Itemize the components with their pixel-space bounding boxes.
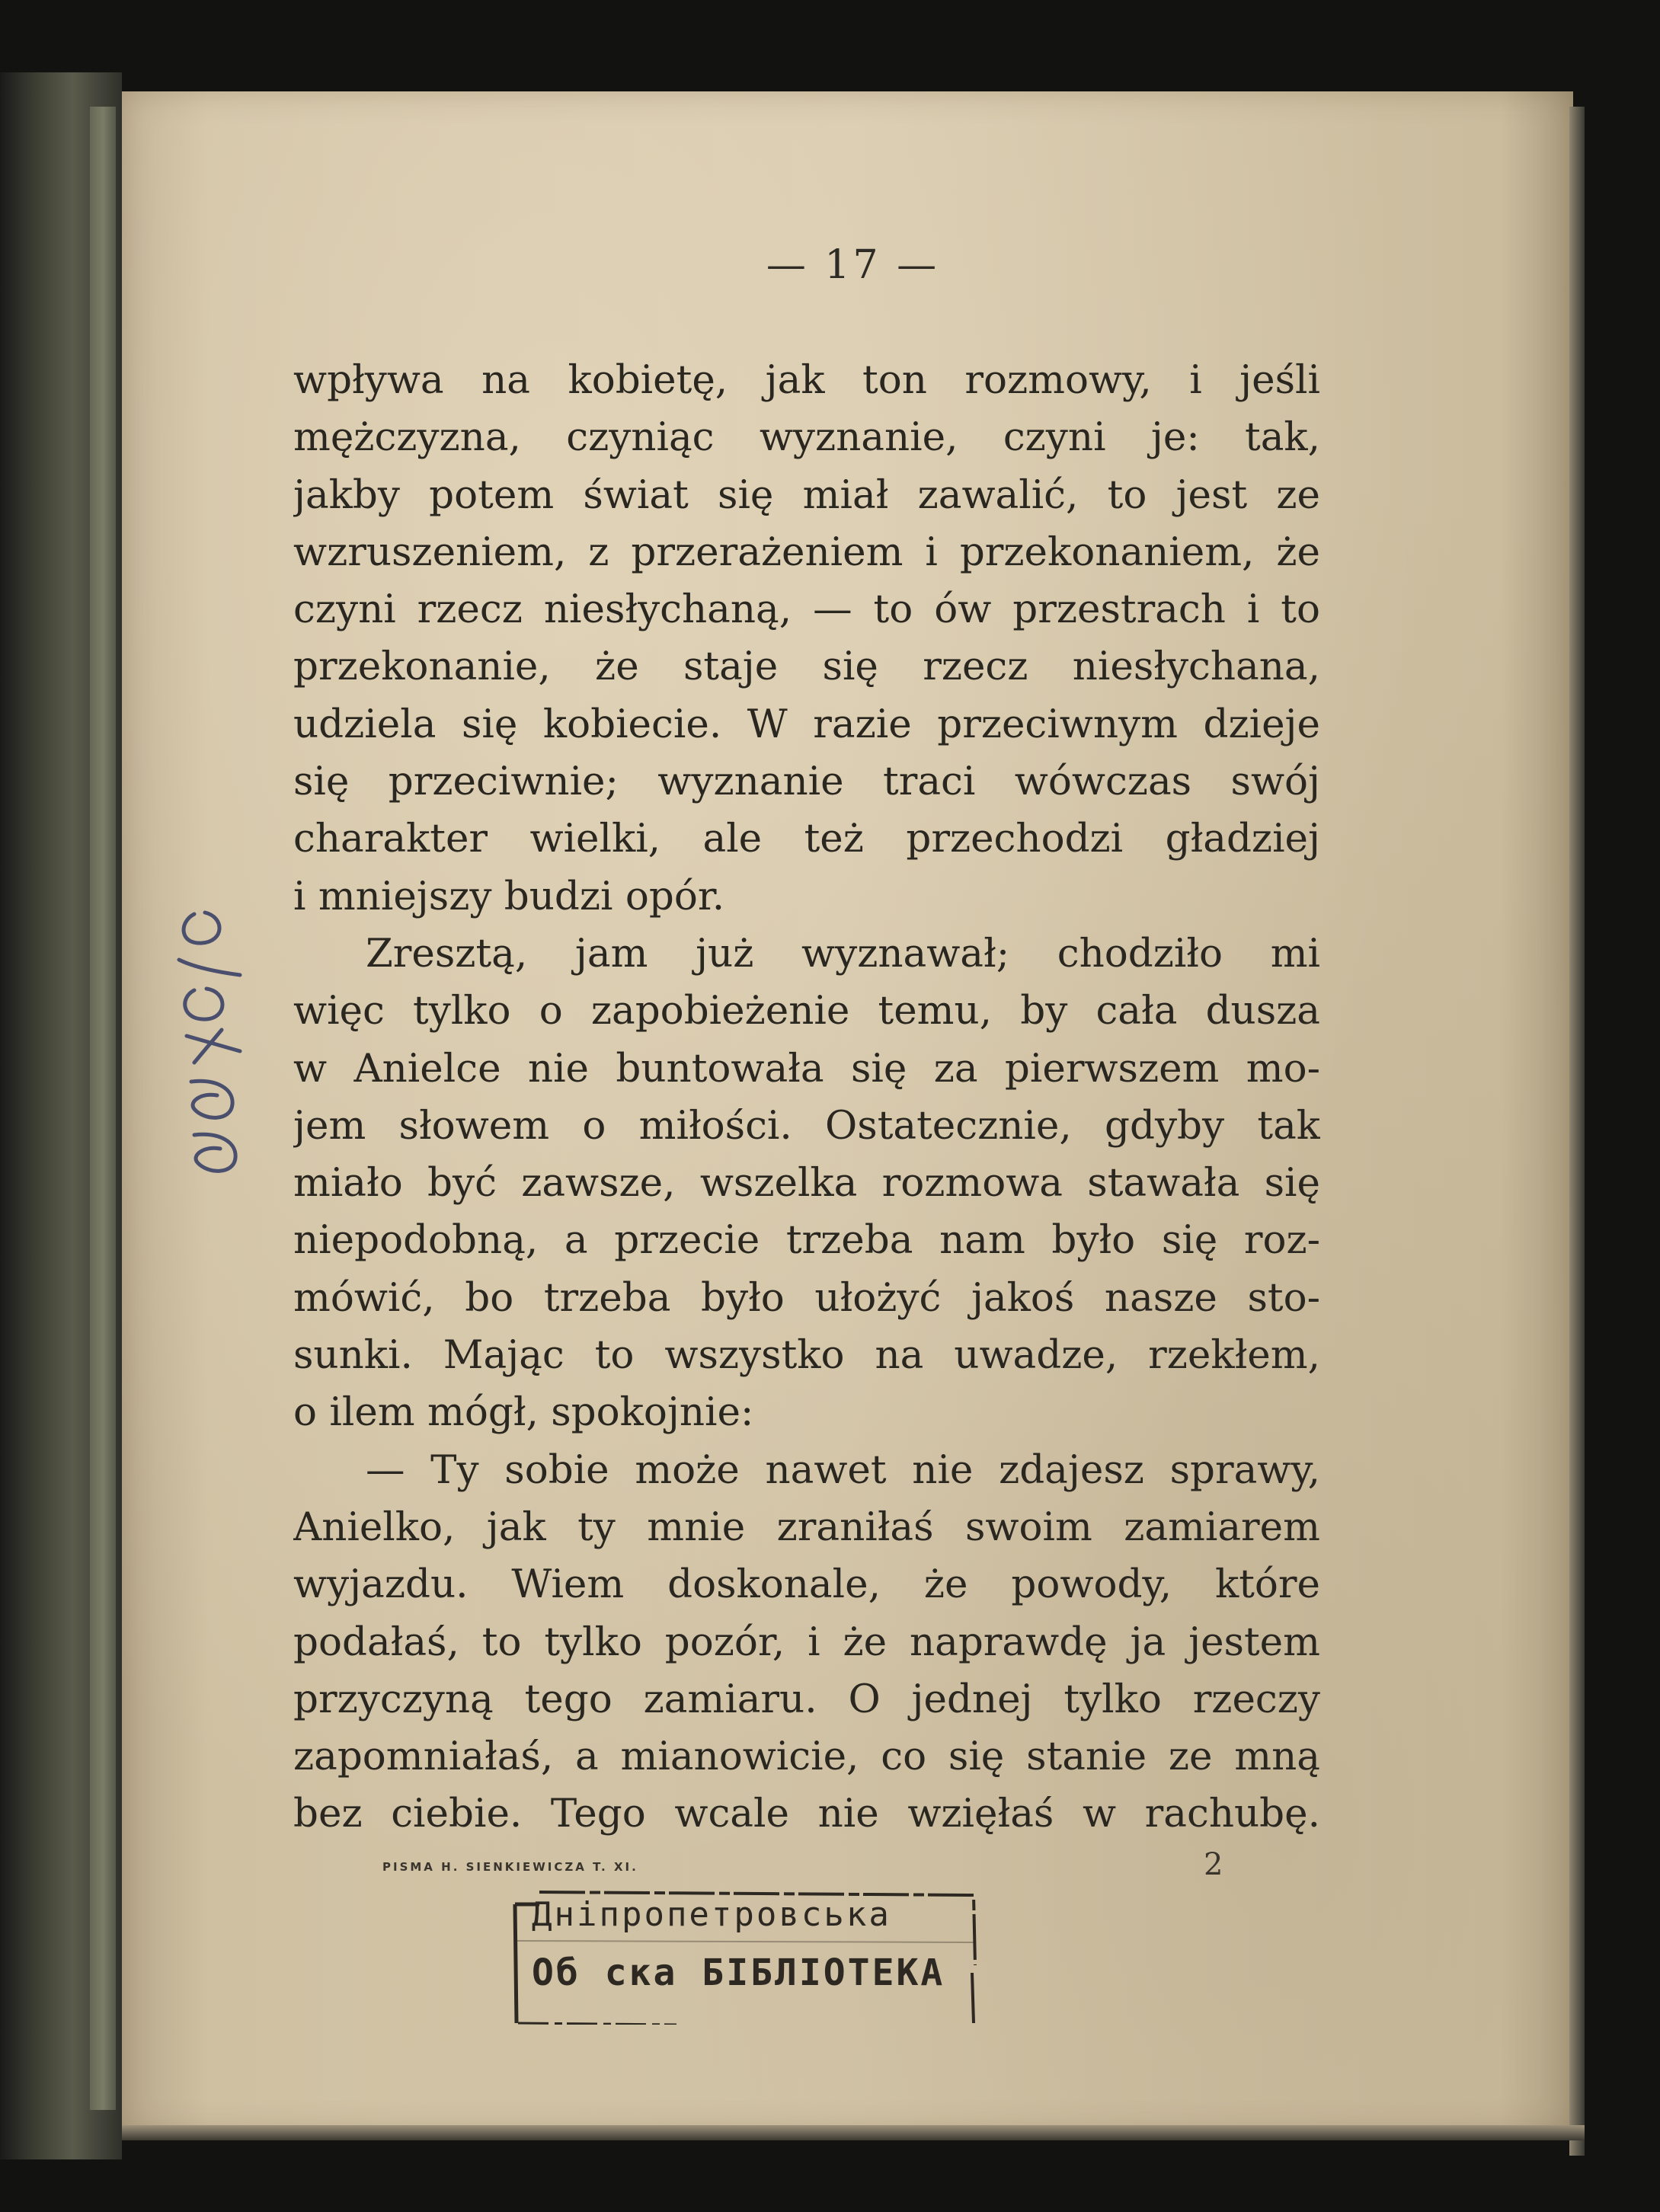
handwriting-mark <box>149 899 270 1203</box>
book-spine-strip <box>90 107 116 2110</box>
text-line: miało być zawsze, wszelka rozmowa stawała się <box>293 1160 1320 1207</box>
stamp-text-city: Дніпропетровська <box>532 1895 891 1934</box>
text-line: udziela się kobiecie. W razie przeciwnym dzieje <box>293 701 1320 747</box>
text-line: charakter wielki, ale też przechodzi gładziej <box>293 816 1320 862</box>
text-line: przekonanie, że staje się rzecz niesłychana, <box>293 644 1320 690</box>
text-line: przyczyną tego zamiaru. O jednej tylko rzeczy <box>293 1676 1320 1722</box>
printer-signature: PISMA H. SIENKIEWICZA T. XI. <box>382 1860 638 1874</box>
text-line: zapomniałaś, a mianowicie, co się stanie ze mną <box>293 1734 1320 1780</box>
text-line: jem słowem o miłości. Ostatecznie, gdyby tak <box>293 1102 1320 1149</box>
text-line: bez ciebie. Tego wcale nie wzięłaś w rachubę. <box>293 1791 1320 1837</box>
handwritten-inventory-number <box>149 899 270 1203</box>
text-line: wyjazdu. Wiem doskonale, że powody, które <box>293 1562 1320 1608</box>
page-bottom-edge <box>122 2125 1585 2140</box>
page-number: — 17 — <box>766 242 940 288</box>
text-line: podałaś, to tylko pozór, i że naprawdę ja jestem <box>293 1619 1320 1665</box>
text-line: Anielko, jak ty mnie zraniłaś swoim zamiarem <box>293 1504 1320 1550</box>
text-line: czyni rzecz niesłychaną, — to ów przestrach i to <box>293 587 1320 633</box>
text-line: wpływa na kobietę, jak ton rozmowy, i jeśli <box>293 357 1320 403</box>
text-line: wzruszeniem, z przerażeniem i przekonaniem, że <box>293 529 1320 575</box>
text-line: o ilem mógł, spokojnie: <box>293 1389 754 1436</box>
text-line: sunki. Mając to wszystko na uwadze, rzekłem, <box>293 1332 1320 1379</box>
text-line: mówić, bo trzeba było ułożyć jakoś nasze sto- <box>293 1274 1320 1321</box>
text-line: — Ty sobie może nawet nie zdajesz sprawy, <box>366 1446 1320 1493</box>
text-line: jakby potem świat się miał zawalić, to jest ze <box>293 471 1320 518</box>
page-right-edge <box>1569 107 1585 2156</box>
text-line: niepodobną, a przecie trzeba nam było się roz- <box>293 1217 1320 1264</box>
body-text <box>293 352 1320 1843</box>
text-line: się przeciwnie; wyznanie traci wówczas swój <box>293 759 1320 805</box>
stamp-text-library: Об ска БІБЛІОТЕКА <box>532 1951 945 1994</box>
text-line: mężczyzna, czyniąc wyznanie, czyni je: tak, <box>293 414 1320 461</box>
text-line: w Anielce nie buntowała się za pierwszem mo- <box>293 1045 1320 1092</box>
sheet-number: 2 <box>1204 1847 1223 1882</box>
library-stamp <box>509 1881 984 2025</box>
text-line: więc tylko o zapobieżenie temu, by cała dusza <box>293 988 1320 1034</box>
text-line: Zresztą, jam już wyznawał; chodziło mi <box>366 930 1320 977</box>
text-line: i mniejszy budzi opór. <box>293 873 725 919</box>
